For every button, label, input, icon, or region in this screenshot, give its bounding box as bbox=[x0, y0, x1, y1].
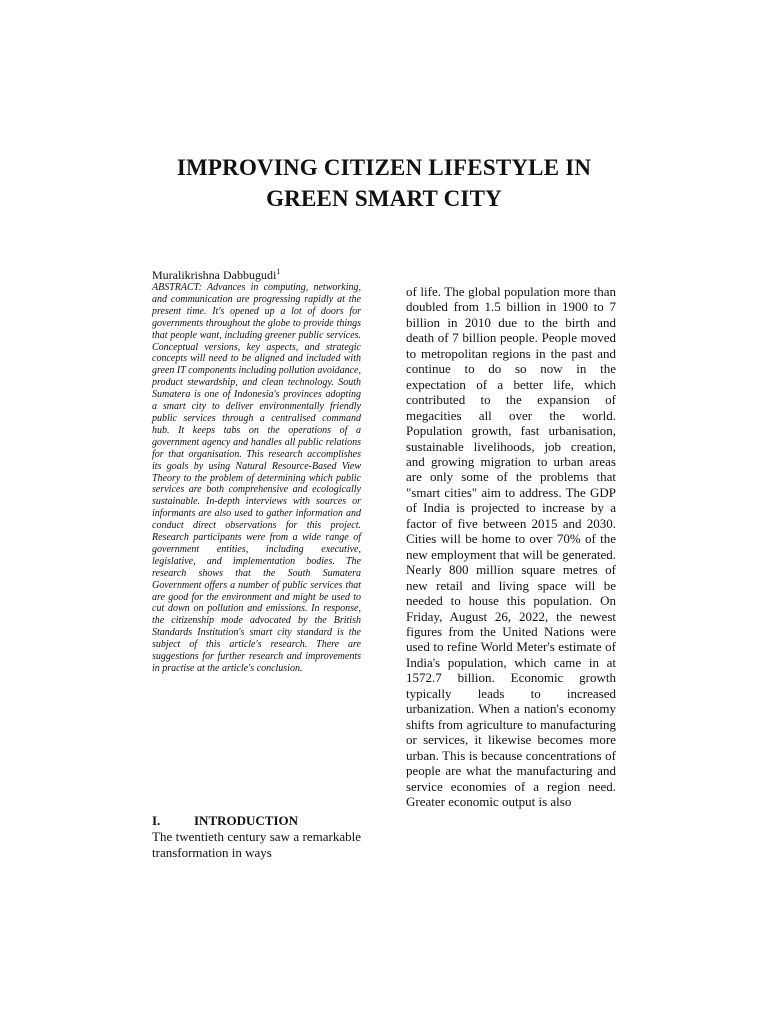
section-heading bbox=[152, 813, 361, 829]
title-line-2: GREEN SMART CITY bbox=[266, 186, 502, 211]
author-affiliation-mark: 1 bbox=[276, 267, 281, 276]
author-line bbox=[152, 268, 372, 282]
paper-title bbox=[140, 152, 628, 214]
title-line-1: IMPROVING CITIZEN LIFESTYLE IN bbox=[176, 155, 592, 180]
abstract-text: ABSTRACT: Advances in computing, networking, and communication are progressing rapidly at the present time. It's opened up a lot of doors for governments throughout the globe to provide things that people want, including greener public services. Conceptual versions, key aspects, and strategic concepts will need to be aligned and included with green IT components including pollution avoidance, product stewardship, and clean technology. South Sumatera is one of Indonesia's provinces adopting a smart city to deliver environmentally friendly public services through a centralised command hub. It keeps tabs on the operations of a government agency and handles all public relations for that organisation. This research accomplishes its goals by using Natural Resource-Based View Theory to the problem of determining which public services are both comprehensive and ecologically sustainable. In-depth interviews with sources or informants are also used to gather information and conduct direct observations for this project. Research participants were from a wide range of government entities, including executive, legislative, and implementation bodies. The research shows that the South Sumatera Government offers a number of public services that are good for the environment and might be used to cut down on pollution and emissions. In response, the citizenship mode advocated by the British Standards Institution's smart city standard is the subject of this article's research. There are suggestions for further research and improvements in practise at the article's conclusion. bbox=[152, 282, 361, 674]
intro-text-left: The twentieth century saw a remarkable transformation in ways bbox=[152, 829, 361, 860]
intro-text-right: of life. The global population more than doubled from 1.5 billion in 1900 to 7 billion in 2010 due to the birth and death of 7 billion people. People moved to metropolitan regions in the past and continue to do so now in the expectation of a better life, which contributed to the expansion of megacities all over the world. Population growth, fast urbanisation, sustainable livelihoods, job creation, and growing migration to urban areas are only some of the problems that "smart cities" aim to address. The GDP of India is projected to increase by a factor of five between 2015 and 2030. Cities will be home to over 70% of the new employment that will be generated. Nearly 800 million square metres of new retail and living space will be needed to house this population. On Friday, August 26, 2022, the newest figures from the United Nations were used to refine World Meter's estimate of India's population, which came in at 1572.7 billion. Economic growth typically leads to increased urbanization. When a nation's economy shifts from agriculture to manufacturing or services, it likewise becomes more urban. This is because concentrations of people are what the manufacturing and service economies of a region need. Greater economic output is also bbox=[406, 284, 616, 809]
author-name: Muralikrishna Dabbugudi bbox=[152, 268, 277, 282]
section-title: INTRODUCTION bbox=[194, 813, 299, 828]
section-number: I. bbox=[152, 813, 161, 828]
